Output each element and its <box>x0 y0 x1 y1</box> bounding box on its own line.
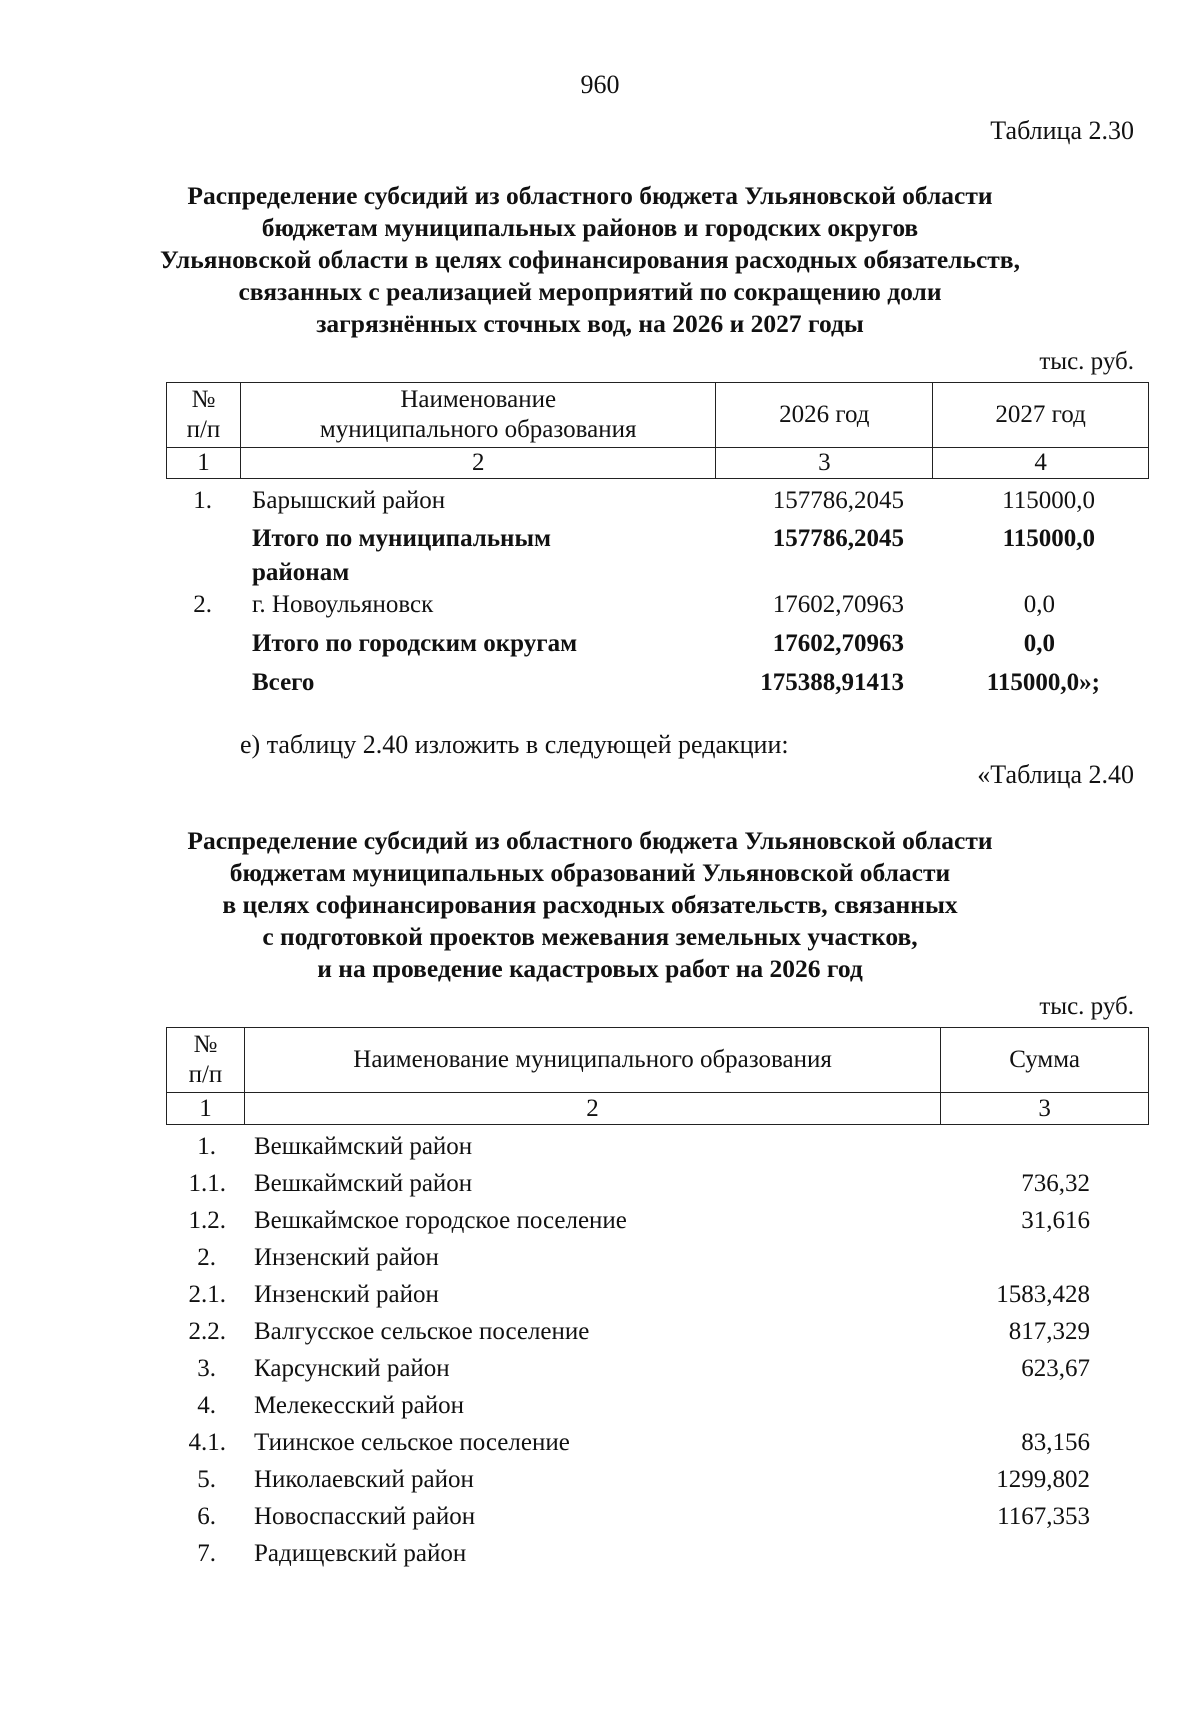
header-2026: 2026 год <box>716 383 933 448</box>
table-label-2-30: Таблица 2.30 <box>990 116 1134 145</box>
row-value-2027: 0,0 <box>1023 630 1055 657</box>
header-num <box>167 1028 245 1093</box>
table1-header <box>166 382 1149 479</box>
col-number: 2 <box>244 1093 940 1125</box>
title-line: Ульяновской области в целях софинансирования расходных обязательств, <box>160 245 1020 274</box>
row-value-2026: 175388,91413 <box>760 669 904 696</box>
row-number: 7. <box>197 1540 216 1567</box>
amendment-text: е) таблицу 2.40 изложить в следующей редакции: <box>240 730 789 759</box>
row-number: 4.1. <box>188 1429 226 1456</box>
header-2027: 2027 год <box>933 383 1149 448</box>
row-name: Вешкаймское городское поселение <box>254 1207 627 1234</box>
row-value-2027: 115000,0 <box>1002 487 1095 514</box>
title-line: и на проведение кадастровых работ на 2026 год <box>317 954 863 983</box>
row-value-2026: 157786,2045 <box>772 487 904 514</box>
col-number: 2 <box>240 448 716 479</box>
row-number: 5. <box>197 1466 216 1493</box>
col-number: 1 <box>167 1093 245 1125</box>
units-label: тыс. руб. <box>1039 993 1134 1020</box>
title-line: в целях софинансирования расходных обязательств, связанных <box>222 890 958 919</box>
row-name: Всего <box>252 669 315 696</box>
header-name <box>240 383 716 448</box>
row-sum: 1299,802 <box>996 1466 1090 1493</box>
row-value-2027: 115000,0»; <box>986 669 1100 696</box>
row-number: 2.2. <box>188 1318 226 1345</box>
row-sum: 817,329 <box>1008 1318 1090 1345</box>
header-name-line: муниципального образования <box>319 416 637 443</box>
table-label-2-40: «Таблица 2.40 <box>977 760 1134 789</box>
header-name-line: Наименование <box>400 386 557 413</box>
row-number: 6. <box>197 1503 216 1530</box>
row-value-2027: 115000,0 <box>1002 525 1095 552</box>
row-name: Инзенский район <box>254 1244 439 1271</box>
row-name: Итого по городским округам <box>252 630 578 657</box>
row-number: 1. <box>197 1133 216 1160</box>
table2-header <box>166 1027 1149 1125</box>
header-num <box>167 383 241 448</box>
row-sum: 1167,353 <box>997 1503 1090 1530</box>
row-value-2026: 17602,70963 <box>772 591 904 618</box>
page-number: 960 <box>580 70 620 99</box>
title-line: бюджетам муниципальных районов и городских округов <box>261 213 919 242</box>
row-name: Итого по муниципальным <box>252 525 551 552</box>
header-num-abbr: п/п <box>188 1061 223 1088</box>
row-name: г. Новоульяновск <box>252 591 434 618</box>
header-num-abbr: п/п <box>186 416 221 443</box>
row-number: 1. <box>193 487 212 514</box>
col-number: 3 <box>941 1093 1149 1125</box>
row-name: Вешкаймский район <box>254 1170 473 1197</box>
row-name: Барышский район <box>252 487 446 514</box>
col-number: 4 <box>933 448 1149 479</box>
title-line: загрязнённых сточных вод, на 2026 и 2027 годы <box>316 309 864 338</box>
row-number: 4. <box>197 1392 216 1419</box>
row-name: Новоспасский район <box>254 1503 476 1530</box>
row-name: Николаевский район <box>254 1466 474 1493</box>
row-name: Карсунский район <box>254 1355 450 1382</box>
row-name: Вешкаймский район <box>254 1133 473 1160</box>
title-line: связанных с реализацией мероприятий по сокращению доли <box>238 277 942 306</box>
row-number: 1.1. <box>188 1170 226 1197</box>
row-sum: 1583,428 <box>996 1281 1090 1308</box>
row-number: 2. <box>193 591 212 618</box>
row-number: 2.1. <box>188 1281 226 1308</box>
row-sum: 83,156 <box>1021 1429 1090 1456</box>
row-sum: 31,616 <box>1021 1207 1090 1234</box>
units-label: тыс. руб. <box>1039 348 1134 375</box>
row-number: 3. <box>197 1355 216 1382</box>
header-name: Наименование муниципального образования <box>244 1028 940 1093</box>
title-line: бюджетам муниципальных образований Ульяновской области <box>229 858 951 887</box>
table2-title <box>140 825 1040 985</box>
row-name: Валгусское сельское поселение <box>254 1318 590 1345</box>
row-sum: 736,32 <box>1021 1170 1090 1197</box>
row-name: Радищевский район <box>254 1540 467 1567</box>
row-value-2026: 17602,70963 <box>772 630 904 657</box>
title-line: Распределение субсидий из областного бюджета Ульяновской области <box>187 826 993 855</box>
col-number: 1 <box>167 448 241 479</box>
row-value-2027: 0,0 <box>1023 591 1055 618</box>
header-num-symbol: № <box>193 1031 218 1058</box>
row-value-2026: 157786,2045 <box>772 525 904 552</box>
table1-title <box>140 180 1040 340</box>
row-name: Тиинское сельское поселение <box>254 1429 570 1456</box>
row-name: Инзенский район <box>254 1281 439 1308</box>
row-name: Мелекесский район <box>254 1392 465 1419</box>
col-number: 3 <box>716 448 933 479</box>
row-name-cont: районам <box>252 559 350 586</box>
row-sum: 623,67 <box>1021 1355 1090 1382</box>
header-num-symbol: № <box>191 386 216 413</box>
title-line: с подготовкой проектов межевания земельных участков, <box>262 922 918 951</box>
row-number: 1.2. <box>188 1207 226 1234</box>
title-line: Распределение субсидий из областного бюджета Ульяновской области <box>187 181 993 210</box>
row-number: 2. <box>197 1244 216 1271</box>
header-sum: Сумма <box>941 1028 1149 1093</box>
